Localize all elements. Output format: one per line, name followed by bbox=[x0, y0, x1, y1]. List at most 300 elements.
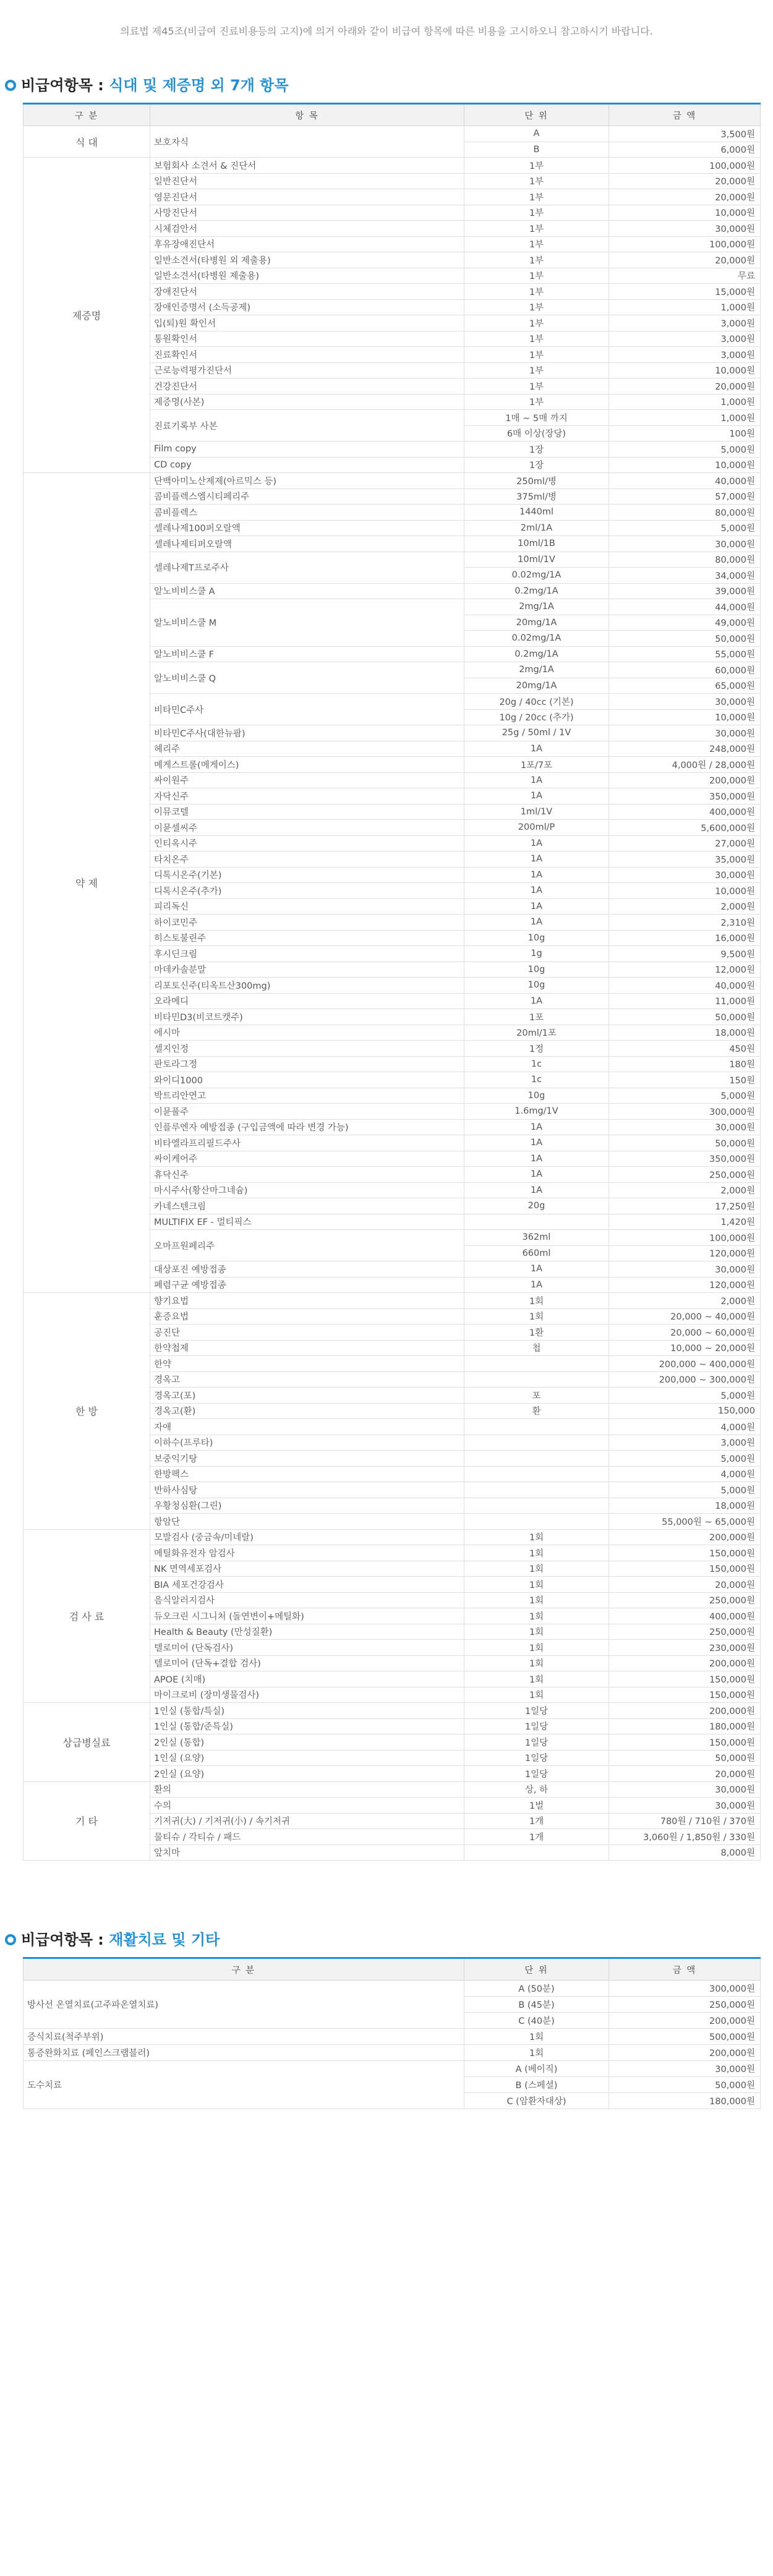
unit-cell: 1A bbox=[464, 1261, 609, 1277]
unit-cell: 1A bbox=[464, 915, 609, 931]
price-cell: 20,000원 bbox=[609, 378, 761, 395]
price-cell: 30,000원 bbox=[609, 1261, 761, 1277]
item-cell: 디톡시온주(기본) bbox=[150, 867, 464, 883]
price-cell: 55,000원 ~ 65,000원 bbox=[609, 1514, 761, 1530]
price-cell: 50,000원 bbox=[609, 2077, 761, 2093]
unit-cell: 10g bbox=[464, 978, 609, 994]
unit-cell: 첩 bbox=[464, 1340, 609, 1356]
item-cell: 알노비비스쿨 A bbox=[150, 583, 464, 599]
unit-cell: 1A bbox=[464, 788, 609, 804]
price-cell: 5,000원 bbox=[609, 520, 761, 536]
item-cell: 한약 bbox=[150, 1356, 464, 1372]
price-cell: 450원 bbox=[609, 1041, 761, 1057]
item-cell: NK 면역세포검사 bbox=[150, 1561, 464, 1577]
price-cell: 15,000원 bbox=[609, 284, 761, 300]
price-cell: 350,000원 bbox=[609, 788, 761, 804]
price-cell: 5,000원 bbox=[609, 1388, 761, 1404]
unit-cell: 1A bbox=[464, 1277, 609, 1293]
price-cell: 20,000 ~ 60,000원 bbox=[609, 1324, 761, 1341]
price-cell: 5,000원 bbox=[609, 1482, 761, 1498]
price-cell: 30,000원 bbox=[609, 536, 761, 552]
unit-cell: 포 bbox=[464, 1388, 609, 1404]
item-cell: 콤비플렉스 bbox=[150, 505, 464, 521]
unit-cell: 1A bbox=[464, 741, 609, 757]
treatment-cell: 도수치료 bbox=[23, 2061, 464, 2109]
item-cell: 한방팩스 bbox=[150, 1466, 464, 1482]
unit-cell: 1회 bbox=[464, 1640, 609, 1656]
unit-cell: 1A bbox=[464, 1119, 609, 1135]
price-cell: 180원 bbox=[609, 1056, 761, 1072]
item-cell: 모발검사 (중금속/미네랄) bbox=[150, 1529, 464, 1545]
item-cell: 보험회사 소견서 & 진단서 bbox=[150, 158, 464, 174]
unit-cell: 10g bbox=[464, 962, 609, 978]
unit-cell: 1매 ~ 5매 까지 bbox=[464, 410, 609, 426]
unit-cell: 1c bbox=[464, 1056, 609, 1072]
item-cell: 환의 bbox=[150, 1781, 464, 1798]
price-cell: 248,000원 bbox=[609, 741, 761, 757]
table-row bbox=[23, 2061, 761, 2077]
price-cell: 60,000원 bbox=[609, 662, 761, 678]
unit-cell: 1부 bbox=[464, 268, 609, 284]
unit-cell bbox=[464, 1214, 609, 1230]
unit-cell: 1회 bbox=[464, 1308, 609, 1324]
item-cell: 앞치마 bbox=[150, 1845, 464, 1861]
unit-cell: 1.6mg/1V bbox=[464, 1104, 609, 1120]
price-cell: 2,310원 bbox=[609, 915, 761, 931]
price-cell: 100,000원 bbox=[609, 236, 761, 252]
item-cell: 경옥고 bbox=[150, 1371, 464, 1388]
price-cell: 5,000원 bbox=[609, 1088, 761, 1104]
price-cell: 17,250원 bbox=[609, 1198, 761, 1214]
unit-cell: 0.2mg/1A bbox=[464, 583, 609, 599]
price-cell: 50,000원 bbox=[609, 1009, 761, 1025]
unit-cell: 1부 bbox=[464, 284, 609, 300]
price-cell: 150,000원 bbox=[609, 1671, 761, 1687]
table-row bbox=[23, 473, 761, 489]
item-cell: 근로능력평가진단서 bbox=[150, 362, 464, 378]
item-cell: 듀오크린 시그니처 (돌연변이+메틸화) bbox=[150, 1608, 464, 1624]
unit-cell: 10g bbox=[464, 1088, 609, 1104]
category-cell: 기 타 bbox=[23, 1781, 150, 1861]
price-cell: 150,000원 bbox=[609, 1561, 761, 1577]
price-cell: 55,000원 bbox=[609, 646, 761, 662]
unit-cell: 1440ml bbox=[464, 505, 609, 521]
unit-cell bbox=[464, 1371, 609, 1388]
price-cell: 230,000원 bbox=[609, 1640, 761, 1656]
unit-cell bbox=[464, 1451, 609, 1467]
item-cell: 타치온주 bbox=[150, 851, 464, 868]
item-cell: 텔로미어 (단독검사) bbox=[150, 1640, 464, 1656]
item-cell: 알노비비스쿨 M bbox=[150, 599, 464, 647]
price-cell: 200,000 ~ 400,000원 bbox=[609, 1356, 761, 1372]
price-cell: 80,000원 bbox=[609, 505, 761, 521]
item-cell: 항암단 bbox=[150, 1514, 464, 1530]
price-cell: 250,000원 bbox=[609, 1167, 761, 1183]
price-cell: 1,000원 bbox=[609, 394, 761, 410]
table-row bbox=[23, 1529, 761, 1545]
item-cell: 반하사심탕 bbox=[150, 1482, 464, 1498]
item-cell: 비타엘라프리필드주사 bbox=[150, 1135, 464, 1151]
item-cell: 휴닥신주 bbox=[150, 1167, 464, 1183]
item-cell: 1인실 (요양) bbox=[150, 1750, 464, 1766]
price-cell: 180,000원 bbox=[609, 1718, 761, 1734]
unit-cell: 1정 bbox=[464, 1041, 609, 1057]
category-cell: 검 사 료 bbox=[23, 1529, 150, 1703]
item-cell: 에시마 bbox=[150, 1025, 464, 1041]
price-cell: 30,000원 bbox=[609, 1798, 761, 1814]
unit-cell: 1A bbox=[464, 772, 609, 788]
item-cell: 디톡시온주(추가) bbox=[150, 883, 464, 899]
item-cell: 단백아미노산제제(아르믹스 등) bbox=[150, 473, 464, 489]
unit-cell: 1포/7포 bbox=[464, 757, 609, 773]
unit-cell: 6매 이상(장당) bbox=[464, 425, 609, 441]
price-cell: 16,000원 bbox=[609, 930, 761, 946]
price-cell: 20,000원 bbox=[609, 1577, 761, 1593]
unit-cell: C (40분) bbox=[464, 2013, 609, 2029]
unit-cell: 1부 bbox=[464, 378, 609, 395]
item-cell: 진료확인서 bbox=[150, 347, 464, 363]
item-cell: 보중익기탕 bbox=[150, 1451, 464, 1467]
unit-cell: 200ml/P bbox=[464, 820, 609, 836]
price-cell: 11,000원 bbox=[609, 993, 761, 1009]
unit-cell: B bbox=[464, 142, 609, 158]
item-cell: 텔로미어 (단독+결합 검사) bbox=[150, 1655, 464, 1671]
price-cell: 30,000원 bbox=[609, 1781, 761, 1798]
price-cell: 400,000원 bbox=[609, 804, 761, 820]
item-cell: 와이디1000 bbox=[150, 1072, 464, 1088]
table-row bbox=[23, 1293, 761, 1309]
price-cell: 200,000원 bbox=[609, 772, 761, 788]
unit-cell: 0.02mg/1A bbox=[464, 631, 609, 647]
price-cell: 250,000원 bbox=[609, 1592, 761, 1608]
item-cell: 자닥신주 bbox=[150, 788, 464, 804]
price-cell: 2,000원 bbox=[609, 898, 761, 915]
unit-cell: 250ml/병 bbox=[464, 473, 609, 489]
price-cell: 무료 bbox=[609, 268, 761, 284]
price-cell: 10,000원 bbox=[609, 205, 761, 221]
item-cell: 이뮤코텔 bbox=[150, 804, 464, 820]
price-cell: 20,000원 bbox=[609, 1766, 761, 1782]
unit-cell: 1부 bbox=[464, 331, 609, 347]
section2-title bbox=[5, 1929, 773, 1951]
unit-cell: 1A bbox=[464, 867, 609, 883]
table-row bbox=[23, 126, 761, 142]
item-cell: 셀레나제T프로주사 bbox=[150, 552, 464, 583]
category-cell: 약 제 bbox=[23, 473, 150, 1293]
unit-cell: 1A bbox=[464, 1167, 609, 1183]
price-cell: 1,000원 bbox=[609, 299, 761, 315]
unit-cell: 10g / 20cc (추가) bbox=[464, 709, 609, 725]
price-cell: 30,000원 bbox=[609, 867, 761, 883]
price-cell: 150,000 bbox=[609, 1403, 761, 1419]
item-cell: 사망진단서 bbox=[150, 205, 464, 221]
bullet-ring-icon bbox=[5, 80, 16, 91]
price-cell: 5,000원 bbox=[609, 441, 761, 458]
price-cell: 350,000원 bbox=[609, 1151, 761, 1167]
unit-cell: 362ml bbox=[464, 1230, 609, 1246]
price-cell: 2,000원 bbox=[609, 1293, 761, 1309]
unit-cell: 2mg/1A bbox=[464, 599, 609, 615]
item-cell: 셀레나제티퍼오랄액 bbox=[150, 536, 464, 552]
item-cell: 메틸화유전자 암검사 bbox=[150, 1545, 464, 1561]
item-cell: BIA 세포건강검사 bbox=[150, 1577, 464, 1593]
header-category: 구 분 bbox=[23, 1958, 464, 1981]
price-cell: 780원 / 710원 / 370원 bbox=[609, 1813, 761, 1829]
unit-cell: 1A bbox=[464, 898, 609, 915]
unit-cell: 1회 bbox=[464, 1608, 609, 1624]
item-cell: 셀지인정 bbox=[150, 1041, 464, 1057]
price-cell: 250,000원 bbox=[609, 1997, 761, 2013]
price-cell: 100원 bbox=[609, 425, 761, 441]
unit-cell: 2mg/1A bbox=[464, 662, 609, 678]
price-cell: 30,000원 bbox=[609, 2061, 761, 2077]
item-cell: 진료기록부 사본 bbox=[150, 410, 464, 441]
item-cell: 1인실 (통합/특실) bbox=[150, 1703, 464, 1719]
item-cell: 대상포진 예방접종 bbox=[150, 1261, 464, 1277]
price-cell: 300,000원 bbox=[609, 1104, 761, 1120]
unit-cell: A (50분) bbox=[464, 1981, 609, 1997]
price-cell: 8,000원 bbox=[609, 1845, 761, 1861]
unit-cell: 1c bbox=[464, 1072, 609, 1088]
item-cell: 인플루엔자 예방접종 (구입금액에 따라 변경 가능) bbox=[150, 1119, 464, 1135]
item-cell: 보호자식 bbox=[150, 126, 464, 158]
item-cell: 비타민D3(비코트캣주) bbox=[150, 1009, 464, 1025]
price-cell: 200,000원 bbox=[609, 1655, 761, 1671]
unit-cell: 1A bbox=[464, 1135, 609, 1151]
item-cell: 마이크로비 (장미생물검사) bbox=[150, 1687, 464, 1703]
unit-cell: 1회 bbox=[464, 2045, 609, 2061]
section1-highlight: 식대 및 제증명 외 7개 항목 bbox=[109, 77, 289, 94]
item-cell: 판토라그정 bbox=[150, 1056, 464, 1072]
unit-cell: 10ml/1V bbox=[464, 552, 609, 568]
unit-cell: 1개 bbox=[464, 1813, 609, 1829]
unit-cell: 1부 bbox=[464, 236, 609, 252]
table-row bbox=[23, 1781, 761, 1798]
unit-cell: 1부 bbox=[464, 158, 609, 174]
item-cell: 경옥고(환) bbox=[150, 1403, 464, 1419]
price-cell: 20,000원 bbox=[609, 252, 761, 268]
item-cell: 일반소견서(타병원 외 제출용) bbox=[150, 252, 464, 268]
table-header-row bbox=[23, 1958, 761, 1981]
header-price: 금 액 bbox=[609, 1958, 761, 1981]
item-cell: 기저귀(大) / 기저귀(小) / 속기저귀 bbox=[150, 1813, 464, 1829]
price-cell: 200,000원 bbox=[609, 2045, 761, 2061]
item-cell: 싸이원주 bbox=[150, 772, 464, 788]
price-cell: 100,000원 bbox=[609, 158, 761, 174]
price-cell: 44,000원 bbox=[609, 599, 761, 615]
item-cell: 2인실 (통합) bbox=[150, 1734, 464, 1751]
price-cell: 10,000원 bbox=[609, 709, 761, 725]
price-cell: 30,000원 bbox=[609, 221, 761, 237]
unit-cell: 1회 bbox=[464, 1671, 609, 1687]
unit-cell bbox=[464, 1419, 609, 1435]
item-cell: 제증명(사본) bbox=[150, 394, 464, 410]
unit-cell: 2ml/1A bbox=[464, 520, 609, 536]
price-cell: 65,000원 bbox=[609, 678, 761, 694]
unit-cell: 1회 bbox=[464, 1293, 609, 1309]
item-cell: 경옥고(포) bbox=[150, 1388, 464, 1404]
price-cell: 27,000원 bbox=[609, 835, 761, 851]
unit-cell: 1장 bbox=[464, 457, 609, 473]
price-cell: 2,000원 bbox=[609, 1182, 761, 1198]
unit-cell: 1A bbox=[464, 993, 609, 1009]
item-cell: APOE (치매) bbox=[150, 1671, 464, 1687]
price-cell: 10,000원 bbox=[609, 457, 761, 473]
unit-cell: 1벌 bbox=[464, 1798, 609, 1814]
price-cell: 3,060원 / 1,850원 / 330원 bbox=[609, 1829, 761, 1845]
price-cell: 1,000원 bbox=[609, 410, 761, 426]
price-cell: 5,600,000원 bbox=[609, 820, 761, 836]
unit-cell: A (베이직) bbox=[464, 2061, 609, 2077]
item-cell: 훈증요법 bbox=[150, 1308, 464, 1324]
unit-cell: 1ml/1V bbox=[464, 804, 609, 820]
price-cell: 49,000원 bbox=[609, 615, 761, 631]
price-cell: 10,000원 bbox=[609, 362, 761, 378]
unit-cell bbox=[464, 1435, 609, 1451]
unit-cell bbox=[464, 1845, 609, 1861]
item-cell: 음식알러지검사 bbox=[150, 1592, 464, 1608]
unit-cell: 20ml/1포 bbox=[464, 1025, 609, 1041]
unit-cell: 1부 bbox=[464, 315, 609, 331]
price-cell: 40,000원 bbox=[609, 978, 761, 994]
item-cell: 싸이케어주 bbox=[150, 1151, 464, 1167]
unit-cell: 1부 bbox=[464, 189, 609, 205]
item-cell: MULTIFIX EF - 멀티픽스 bbox=[150, 1214, 464, 1230]
treatment-cell: 통증완화치료 (페인스크램블러) bbox=[23, 2045, 464, 2061]
price-cell: 9,500원 bbox=[609, 946, 761, 962]
item-cell: 향기요법 bbox=[150, 1293, 464, 1309]
unit-cell: 상, 하 bbox=[464, 1781, 609, 1798]
price-cell: 250,000원 bbox=[609, 1624, 761, 1640]
price-cell: 40,000원 bbox=[609, 473, 761, 489]
unit-cell: 1부 bbox=[464, 347, 609, 363]
header-item: 항 목 bbox=[150, 104, 464, 126]
unit-cell: 1A bbox=[464, 851, 609, 868]
category-cell: 제증명 bbox=[23, 158, 150, 473]
item-cell: 이뮨풀주 bbox=[150, 1104, 464, 1120]
price-cell: 200,000 ~ 300,000원 bbox=[609, 1371, 761, 1388]
price-cell: 180,000원 bbox=[609, 2093, 761, 2109]
unit-cell: B (스페셜) bbox=[464, 2077, 609, 2093]
price-cell: 5,000원 bbox=[609, 1451, 761, 1467]
unit-cell: 1부 bbox=[464, 362, 609, 378]
price-cell: 80,000원 bbox=[609, 552, 761, 568]
unit-cell bbox=[464, 1466, 609, 1482]
unit-cell: 1g bbox=[464, 946, 609, 962]
item-cell: 통원확인서 bbox=[150, 331, 464, 347]
unit-cell: 1회 bbox=[464, 1624, 609, 1640]
treatment-cell: 방사선 온열치료(고주파온열치료) bbox=[23, 1981, 464, 2029]
table-row bbox=[23, 1981, 761, 1997]
price-cell: 20,000원 bbox=[609, 189, 761, 205]
header-category: 구 분 bbox=[23, 104, 150, 126]
unit-cell: 1부 bbox=[464, 173, 609, 189]
unit-cell: 1장 bbox=[464, 441, 609, 458]
item-cell: 알노비비스쿨 F bbox=[150, 646, 464, 662]
notice-text: 의료법 제45조(비급여 진료비용등의 고지)에 의거 아래와 같이 비급여 항목에 따른 비용을 고시하오니 참고하시기 바랍니다. bbox=[120, 25, 653, 37]
unit-cell: 1일당 bbox=[464, 1766, 609, 1782]
price-cell: 50,000원 bbox=[609, 631, 761, 647]
price-cell: 100,000원 bbox=[609, 1230, 761, 1246]
unit-cell: 10ml/1B bbox=[464, 536, 609, 552]
price-cell: 4,000원 bbox=[609, 1466, 761, 1482]
unit-cell: C (암환자대상) bbox=[464, 2093, 609, 2109]
price-cell: 3,500원 bbox=[609, 126, 761, 142]
unit-cell: 10g bbox=[464, 930, 609, 946]
unit-cell: 1환 bbox=[464, 1324, 609, 1341]
category-cell: 한 방 bbox=[23, 1293, 150, 1530]
price-cell: 12,000원 bbox=[609, 962, 761, 978]
unit-cell: 20mg/1A bbox=[464, 678, 609, 694]
price-cell: 150,000원 bbox=[609, 1687, 761, 1703]
item-cell: 히스토불린주 bbox=[150, 930, 464, 946]
item-cell: 수의 bbox=[150, 1798, 464, 1814]
unit-cell: 1A bbox=[464, 883, 609, 899]
unit-cell bbox=[464, 1356, 609, 1372]
item-cell: 오라메디 bbox=[150, 993, 464, 1009]
item-cell: 박트리안연고 bbox=[150, 1088, 464, 1104]
unit-cell: 1일당 bbox=[464, 1718, 609, 1734]
item-cell: 자애 bbox=[150, 1419, 464, 1435]
price-cell: 10,000원 bbox=[609, 883, 761, 899]
unit-cell: 20g / 40cc (기본) bbox=[464, 694, 609, 710]
section1-title bbox=[5, 74, 773, 96]
price-cell: 200,000원 bbox=[609, 1529, 761, 1545]
item-cell: 이하수(프루타) bbox=[150, 1435, 464, 1451]
unit-cell bbox=[464, 1482, 609, 1498]
fee-table-main bbox=[23, 103, 761, 1861]
unit-cell bbox=[464, 1514, 609, 1530]
item-cell: 장애인증명서 (소득공제) bbox=[150, 299, 464, 315]
item-cell: CD copy bbox=[150, 457, 464, 473]
item-cell: 비타민C주사(대한뉴팜) bbox=[150, 725, 464, 741]
unit-cell: 20g bbox=[464, 1198, 609, 1214]
item-cell: 인티옥시주 bbox=[150, 835, 464, 851]
unit-cell: 1부 bbox=[464, 394, 609, 410]
table-row bbox=[23, 1703, 761, 1719]
unit-cell bbox=[464, 1498, 609, 1514]
header-unit: 단 위 bbox=[464, 104, 609, 126]
item-cell: 장애진단서 bbox=[150, 284, 464, 300]
unit-cell: 1일당 bbox=[464, 1750, 609, 1766]
unit-cell: 1회 bbox=[464, 1687, 609, 1703]
item-cell: 콤비플렉스엠시티페리주 bbox=[150, 488, 464, 505]
price-cell: 150,000원 bbox=[609, 1545, 761, 1561]
item-cell: 피리독신 bbox=[150, 898, 464, 915]
price-cell: 10,000 ~ 20,000원 bbox=[609, 1340, 761, 1356]
unit-cell: 1개 bbox=[464, 1829, 609, 1845]
table-row bbox=[23, 158, 761, 174]
price-cell: 3,000원 bbox=[609, 1435, 761, 1451]
item-cell: Health & Beauty (만성질환) bbox=[150, 1624, 464, 1640]
unit-cell: 1A bbox=[464, 1151, 609, 1167]
item-cell: 한약첩제 bbox=[150, 1340, 464, 1356]
price-cell: 3,000원 bbox=[609, 315, 761, 331]
price-cell: 18,000원 bbox=[609, 1498, 761, 1514]
price-cell: 18,000원 bbox=[609, 1025, 761, 1041]
price-cell: 57,000원 bbox=[609, 488, 761, 505]
item-cell: 하이코민주 bbox=[150, 915, 464, 931]
unit-cell: 1회 bbox=[464, 1545, 609, 1561]
price-cell: 35,000원 bbox=[609, 851, 761, 868]
unit-cell: 0.02mg/1A bbox=[464, 568, 609, 584]
item-cell: 마데카솔분말 bbox=[150, 962, 464, 978]
item-cell: Film copy bbox=[150, 441, 464, 458]
header-unit: 단 위 bbox=[464, 1958, 609, 1981]
price-cell: 20,000원 bbox=[609, 173, 761, 189]
item-cell: 후시딘크림 bbox=[150, 946, 464, 962]
price-cell: 200,000원 bbox=[609, 2013, 761, 2029]
